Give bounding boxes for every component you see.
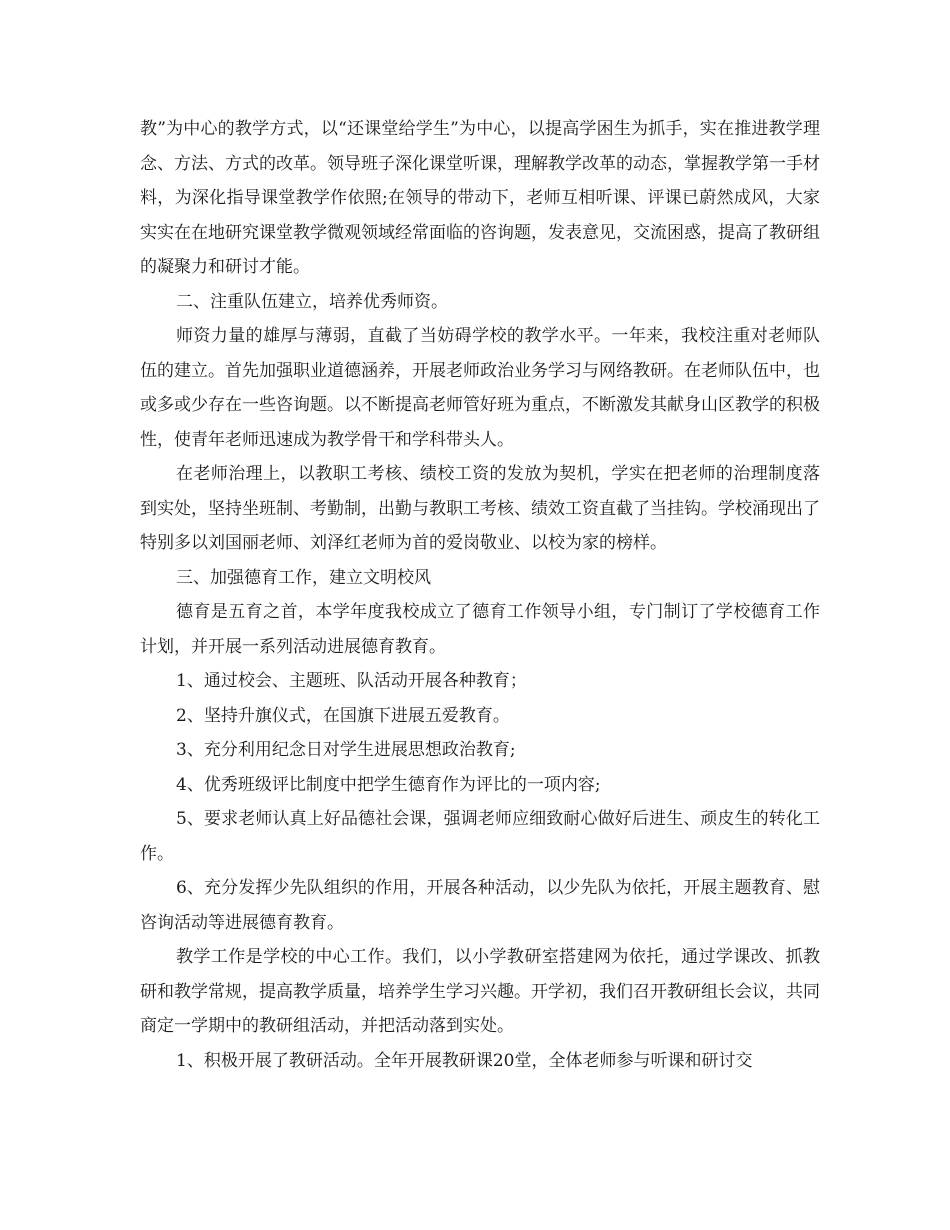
paragraph: 教学工作是学校的中心工作。我们，以小学教研室搭建网为依托，通过学课改、抓教研和教学常规，提高教学质量，培养学生学习兴趣。开学初，我们召开教研组长会议，共同商定一学期中的教研组活动，并把活动落到实处。 — [140, 947, 820, 1036]
document-body — [140, 112, 820, 1078]
paragraph: 德育是五育之首，本学年度我校成立了德育工作领导小组，专门制订了学校德育工作计划，并开展一系列活动进展德育教育。 — [140, 602, 820, 657]
paragraph: 师资力量的雄厚与薄弱，直截了当妨碍学校的教学水平。一年来，我校注重对老师队伍的建立。首先加强职业道德涵养，开展老师政治业务学习与网络教研。在老师队伍中，也或多或少存在一些咨询题。以不断提高老师管好班为重点，不断激发其献身山区教学的积极性，使青年老师迅速成为教学骨干和学科带头人。 — [140, 326, 820, 450]
paragraph: 在老师治理上，以教职工考核、绩校工资的发放为契机，学实在把老师的治理制度落到实处，坚持坐班制、考勤制，出勤与教职工考核、绩效工资直截了当挂钩。学校涌现出了特别多以刘国丽老师、刘泽红老师为首的爱岗敬业、以校为家的榜样。 — [140, 464, 820, 553]
list-item: 4、优秀班级评比制度中把学生德育作为评比的一项内容; — [176, 774, 601, 795]
list-item: 1、通过校会、主题班、队活动开展各种教育； — [176, 671, 527, 691]
section-heading: 二、注重队伍建立，培养优秀师资。 — [176, 291, 448, 312]
list-item: 2、坚持升旗仪式，在国旗下进展五爱教育。 — [176, 705, 510, 726]
list-item: 3、充分利用纪念日对学生进展思想政治教育; — [176, 740, 516, 760]
list-item: 5、要求老师认真上好品德社会课，强调老师应细致耐心做好后进生、顽皮生的转化工作。 — [140, 809, 820, 864]
paragraph: 教”为中心的教学方式，以“还课堂给学生”为中心，以提高学困生为抓手，实在推进教学理念、方法、方式的改革。领导班子深化课堂听课，理解教学改革的动态，掌握教学第一手材料，为深化指导课堂教学作依照;在领导的带动下，老师互相听课、评课已蔚然成风，大家实实在在地研究课堂教学微观领域经常面临的咨询题，发表意见，交流困惑，提高了教研组的凝聚力和研讨才能。 — [140, 119, 820, 277]
list-item: 6、充分发挥少先队组织的作用，开展各种活动，以少先队为依托，开展主题教育、慰咨询活动等进展德育教育。 — [140, 878, 820, 933]
section-heading: 三、加强德育工作，建立文明校风 — [176, 567, 431, 588]
list-item: 1、积极开展了教研活动。全年开展教研课20堂，全体老师参与听课和研讨交 — [176, 1050, 753, 1071]
